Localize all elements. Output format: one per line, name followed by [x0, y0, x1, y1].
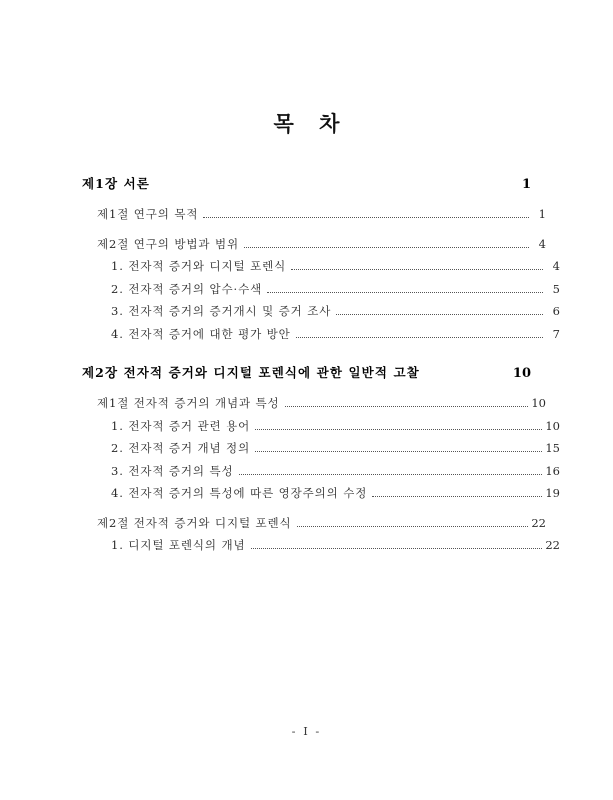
toc-entry-item[interactable]	[111, 306, 560, 318]
toc-entry-page-number: 1	[521, 177, 531, 192]
toc-entry-label: 4. 전자적 증거의 특성에 따른 영장주의의 수정	[111, 486, 368, 500]
toc-entry-page-number: 1	[538, 207, 546, 221]
toc-entry-item[interactable]	[111, 326, 560, 341]
toc-entry-item[interactable]	[111, 463, 560, 478]
toc-spacer	[82, 340, 531, 367]
toc-entry-page-number: 19	[545, 486, 560, 500]
toc-entry-label: 2. 전자적 증거의 압수·수색	[111, 281, 263, 296]
toc-entry-label: 제2장 전자적 증거와 디지털 포렌식에 관한 일반적 고찰	[82, 365, 420, 380]
dot-leader	[239, 474, 543, 475]
toc-entry-page-number: 10	[531, 396, 546, 410]
toc-entry-item[interactable]	[111, 443, 560, 455]
toc-spacer	[82, 221, 531, 239]
dot-leader	[372, 496, 542, 497]
toc-entry-item[interactable]	[111, 281, 560, 296]
toc-entry-page-number: 7	[552, 326, 560, 341]
table-of-contents-list	[82, 176, 560, 552]
toc-entry-section[interactable]	[97, 515, 546, 530]
toc-entry-item[interactable]	[111, 418, 560, 433]
toc-entry-page-number: 16	[545, 463, 560, 478]
dot-leader	[336, 314, 543, 315]
page-title: 목 차	[273, 111, 349, 136]
toc-entry-label: 3. 전자적 증거의 증거개시 및 증거 조사	[111, 304, 332, 318]
toc-entry-section[interactable]	[97, 209, 546, 221]
dot-leader	[285, 406, 529, 407]
toc-entry-page-number: 4	[538, 236, 546, 251]
dot-leader	[255, 451, 542, 452]
toc-entry-label: 제2절 전자적 증거와 디지털 포렌식	[97, 515, 292, 530]
dot-leader	[255, 429, 542, 430]
toc-entry-page-number: 6	[552, 304, 560, 318]
toc-entry-item[interactable]	[111, 261, 560, 273]
toc-entry-section[interactable]	[97, 236, 546, 251]
toc-entry-page-number: 22	[531, 515, 546, 530]
toc-entry-label: 제1장 서론	[82, 176, 150, 191]
toc-entry-label: 1. 전자적 증거와 디지털 포렌식	[111, 259, 287, 273]
toc-spacer	[82, 500, 531, 518]
toc-entry-page-number: 10	[545, 418, 560, 433]
dot-leader	[244, 247, 529, 248]
toc-entry-page-number: 22	[545, 538, 560, 552]
toc-entry-page-number: 10	[512, 366, 531, 381]
toc-entry-label: 1. 디지털 포렌식의 개념	[111, 538, 246, 552]
dot-leader	[251, 548, 543, 549]
toc-entry-chapter[interactable]	[82, 367, 531, 380]
page-number-footer: - I -	[291, 724, 322, 738]
toc-entry-label: 3. 전자적 증거의 특성	[111, 463, 234, 478]
dot-leader	[203, 217, 529, 218]
toc-entry-chapter[interactable]	[82, 178, 531, 191]
toc-entry-page-number: 15	[545, 441, 560, 455]
dot-leader	[297, 526, 529, 527]
dot-leader	[291, 269, 543, 270]
dot-leader	[267, 292, 543, 293]
toc-entry-label: 1. 전자적 증거 관련 용어	[111, 418, 251, 433]
toc-entry-item[interactable]	[111, 540, 560, 552]
toc-entry-page-number: 5	[552, 281, 560, 296]
toc-entry-label: 4. 전자적 증거에 대한 평가 방안	[111, 326, 291, 341]
dot-leader	[296, 337, 543, 338]
toc-entry-label: 제1절 전자적 증거의 개념과 특성	[97, 396, 280, 410]
toc-entry-section[interactable]	[97, 398, 546, 410]
toc-entry-item[interactable]	[111, 488, 560, 500]
dot-leader	[155, 187, 512, 188]
dot-leader	[425, 376, 510, 377]
toc-entry-page-number: 4	[552, 259, 560, 273]
toc-entry-label: 제2절 연구의 방법과 범위	[97, 236, 239, 251]
toc-entry-label: 2. 전자적 증거 개념 정의	[111, 441, 251, 455]
toc-entry-label: 제1절 연구의 목적	[97, 207, 199, 221]
